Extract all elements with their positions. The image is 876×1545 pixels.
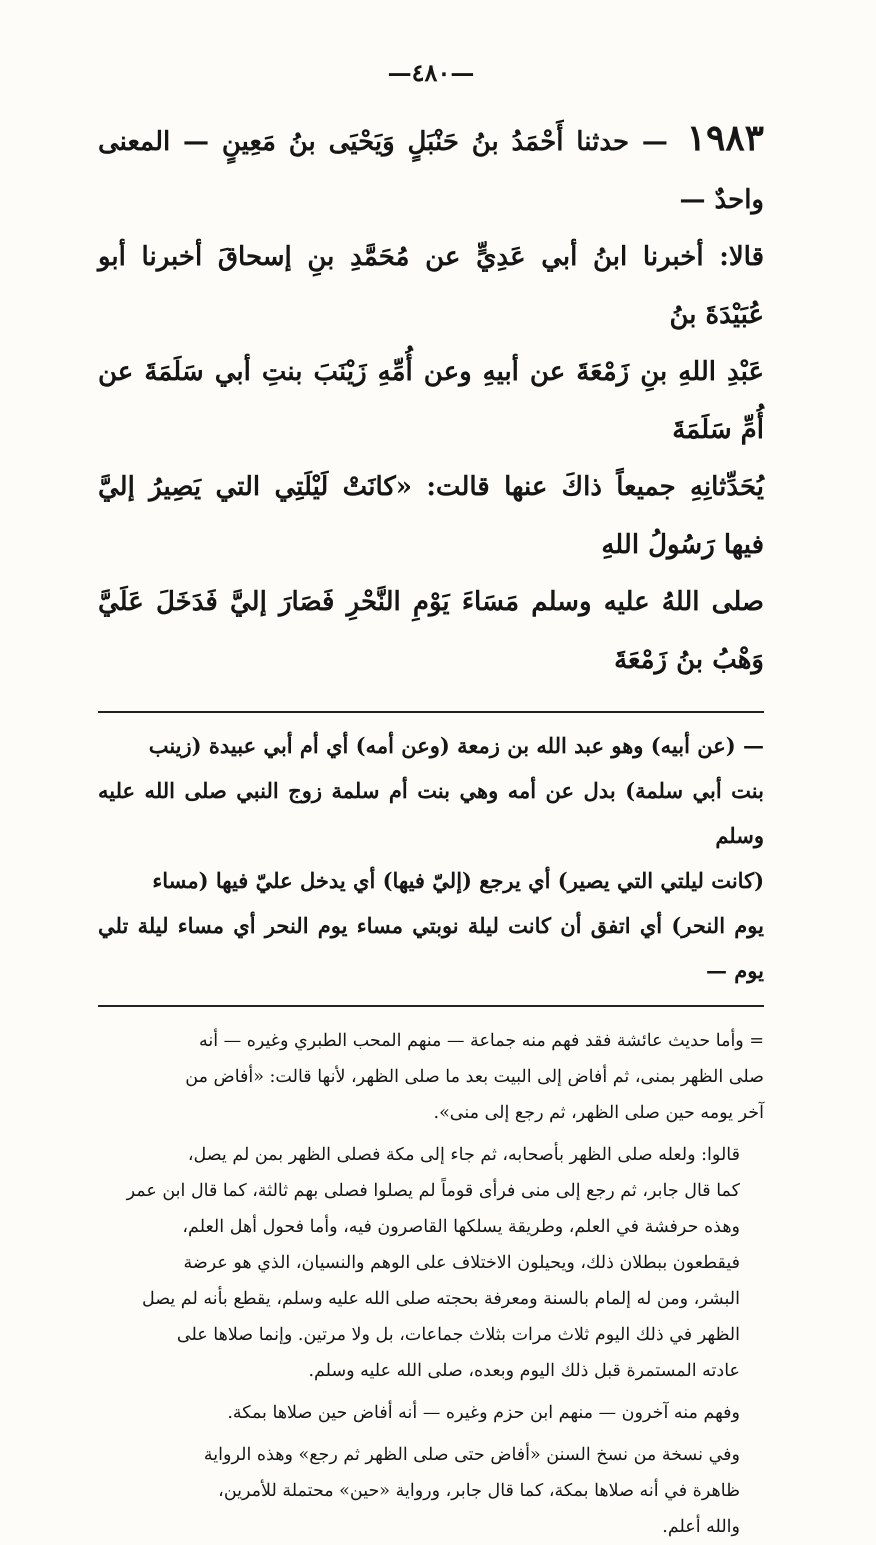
commentary-line: (كانت ليلتي التي يصير) أي يرجع (إليّ فيها) أي يدخل عليّ فيها (مساء [152,868,764,893]
footnote-line: وفي نسخة من نسخ السنن «أفاض حتى صلى الظهر ثم رجع» وهذه الرواية [203,1445,740,1465]
commentary-text [98,723,764,993]
hadith-text [98,110,764,689]
footnote-line: صلى الظهر بمنى، ثم أفاض إلى البيت بعد ما صلى الظهر، لأنها قالت: «أفاض من [185,1067,764,1087]
footnote-line: آخر يومه حين صلى الظهر، ثم رجع إلى منى». [433,1103,764,1123]
divider-line [98,711,764,713]
footnote-line: والله أعلم. [662,1517,740,1537]
hadith-number: ١٩٨٣ [686,117,764,159]
footnote-paragraph [98,1437,764,1545]
hadith-line: قالا: أخبرنا ابنُ أبي عَدِيٍّ عن مُحَمَّدِ بنِ إسحاقَ أخبرنا أبو عُبَيْدَةَ بنُ [98,242,764,330]
divider-line [98,1005,764,1007]
footnote-line: فيقطعون ببطلان ذلك، ويحيلون الاختلاف على الوهم والنسيان، الذي هو عرضة [183,1253,740,1273]
hadith-line: صلى اللهُ عليه وسلم مَسَاءَ يَوْمِ النَّحْرِ فَصَارَ إليَّ فَدَخَلَ عَلَيَّ وَهْبُ بنُ زَمْعَةَ [98,587,764,675]
footnote-line: البشر، ومن له إلمام بالسنة ومعرفة بحجته صلى الله عليه وسلم، يقطع بأنه لم يصل [141,1289,740,1309]
commentary-line: بنت أبي سلمة) بدل عن أمه وهي بنت أم سلمة زوج النبي صلى الله عليه وسلم [98,778,764,848]
footnote-line: = وأما حديث عائشة فقد فهم منه جماعة — منهم المحب الطبري وغيره — أنه [198,1031,764,1051]
footnote-line: ظاهرة في أنه صلاها بمكة، كما قال جابر، ورواية «حين» محتملة للأمرين، [218,1481,740,1501]
footnote-paragraph [98,1023,764,1131]
footnote-line: قالوا: ولعله صلى الظهر بأصحابه، ثم جاء إلى مكة فصلى الظهر بمن لم يصل، [187,1145,740,1165]
hadith-line: يُحَدِّثانِهِ جميعاً ذاكَ عنها قالت: «كانَتْ لَيْلَتِي التي يَصِيرُ إليَّ فيها رَسُولُ اللهِ [98,472,764,560]
footnote-paragraph [98,1395,764,1431]
hadith-line: عَبْدِ اللهِ بنِ زَمْعَةَ عن أبيهِ وعن أُمِّهِ زَيْنَبَ بنتِ أبي سَلَمَةَ عن أُمِّ سَلَمَةَ [98,357,764,445]
footnote-line: كما قال جابر، ثم رجع إلى منى فرأى قوماً لم يصلوا فصلى بهم ثالثة، كما قال ابن عمر [126,1181,740,1201]
footnote-line: وهذه حرفشة في العلم، وطريقة يسلكها القاصرون فيه، وأما فحول أهل العلم، [182,1217,740,1237]
footnotes [98,1023,764,1545]
hadith-line: ١٩٨٣ — حدثنا أَحْمَدُ بنُ حَنْبَلٍ وَيَحْيَى بنُ مَعِينٍ — المعنى واحدٌ — [98,117,764,215]
commentary-line: — (عن أبيه) وهو عبد الله بن زمعة (وعن أمه) أي أم أبي عبيدة (زينب [148,733,764,758]
footnote-paragraph [98,1137,764,1389]
footnote-line: وفهم منه آخرون — منهم ابن حزم وغيره — أنه أفاض حين صلاها بمكة. [227,1403,740,1423]
commentary-line: يوم النحر) أي اتفق أن كانت ليلة نوبتي مساء يوم النحر أي مساء ليلة تلي يوم — [98,913,764,983]
page-number: —٤٨٠— [387,58,475,87]
footnote-line: عادته المستمرة قبل ذلك اليوم وبعده، صلى الله عليه وسلم. [308,1361,740,1381]
footnote-line: الظهر في ذلك اليوم ثلاث مرات بثلاث جماعات، بل ولا مرتين. وإنما صلاها على [176,1325,740,1345]
